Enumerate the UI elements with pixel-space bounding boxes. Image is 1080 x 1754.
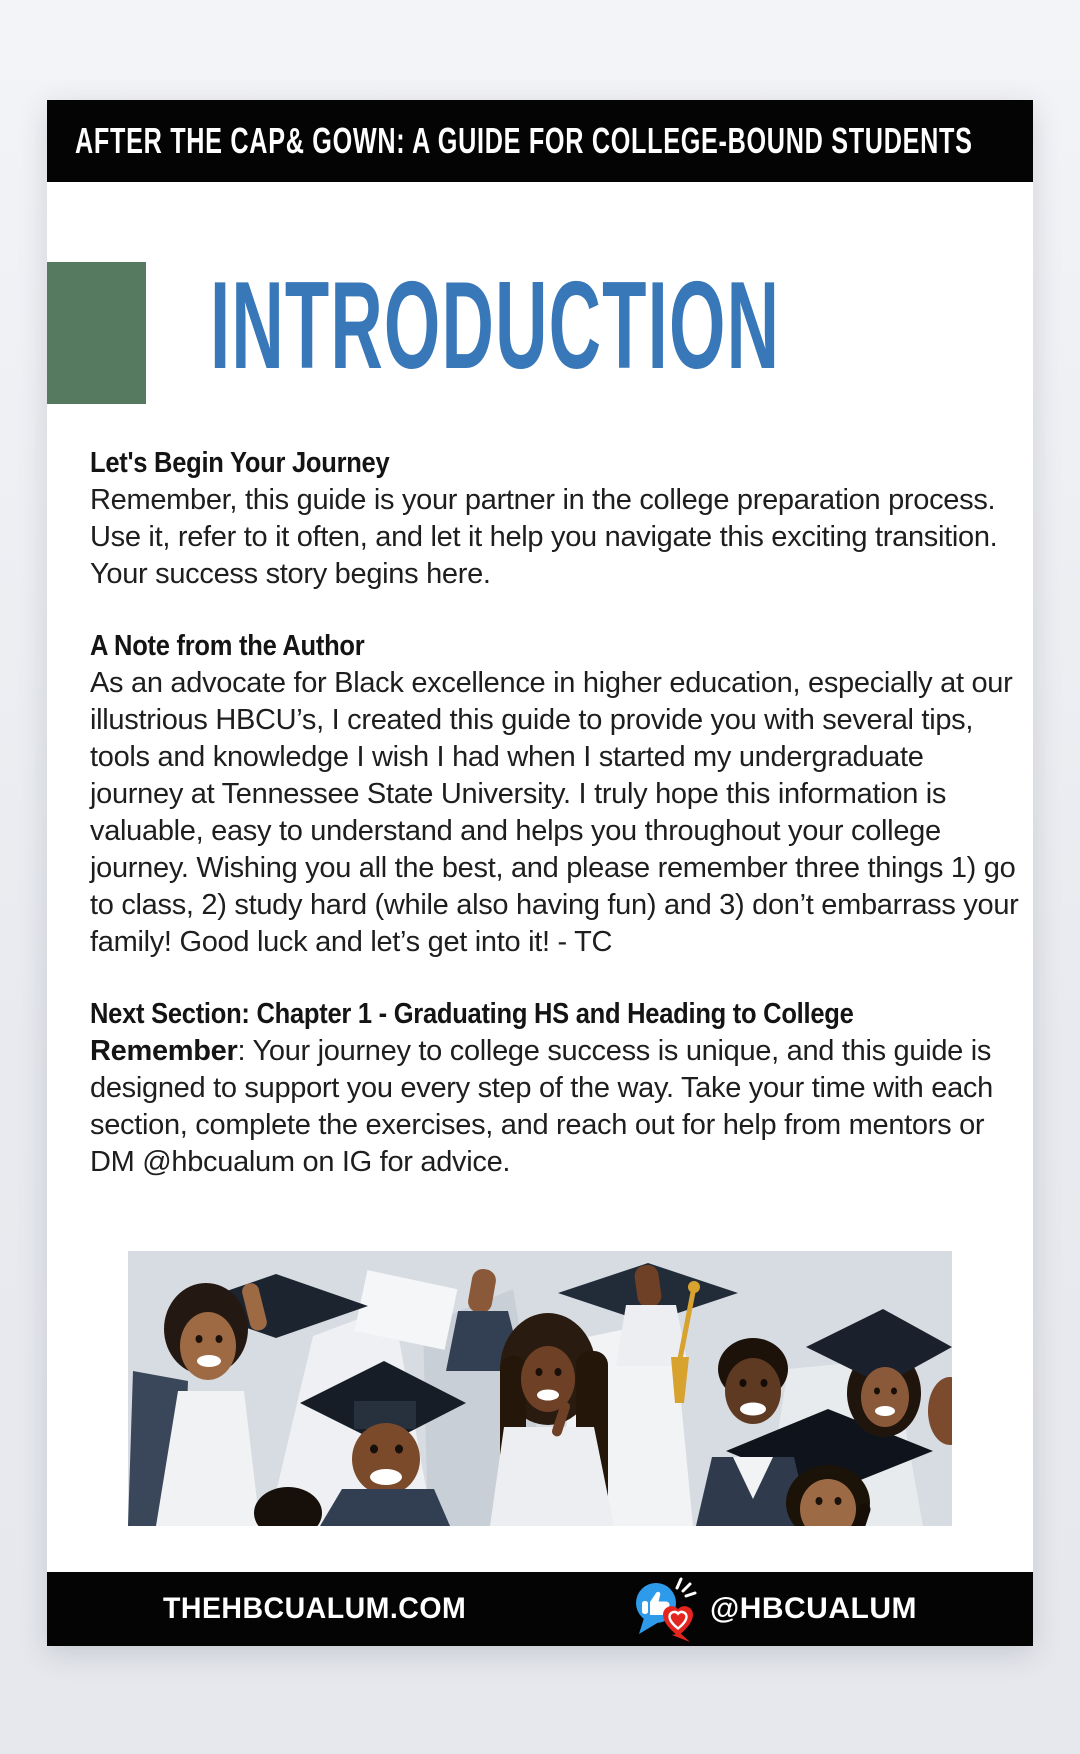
body-content [90, 445, 1020, 1181]
page-title: INTRODUCTION [210, 257, 781, 395]
section-body-next-section [90, 1033, 1020, 1181]
footer-website: THEHBCUALUM.COM [163, 1592, 467, 1625]
section-heading-author-note: A Note from the Author [90, 630, 365, 662]
footer-social-group [630, 1576, 917, 1642]
section-body-next-section-text: : Your journey to college success is unique, and this guide is designed to support you every step of the way. Take your time with each section, complete the exercises, and reach out for help from mentors or DM @hbcualum on IG for advice. [90, 1035, 993, 1178]
footer-social-handle: @HBCUALUM [709, 1592, 917, 1625]
section-heading-journey: Let's Begin Your Journey [90, 447, 390, 479]
graduates-illustration [128, 1251, 952, 1526]
green-accent-square [47, 262, 146, 404]
section-heading-next-section: Next Section: Chapter 1 - Graduating HS and Heading to College [90, 998, 854, 1030]
header-bar [47, 100, 1033, 182]
section-body-author-note: As an advocate for Black excellence in higher education, especially at our illustrious HBCU’s, I created this guide to provide you with several tips, tools and knowledge I wish I had when I started my undergraduate journey at Tennessee State University. I truly hope this information is valuable, easy to understand and helps you throughout your college journey. Wishing you all the best, and please remember three things 1) go to class, 2) study hard (while also having fun) and 3) don’t embarrass your family! Good luck and let’s get into it! - TC [90, 667, 1019, 958]
remember-lead-bold: Remember [90, 1035, 238, 1067]
header-title: AFTER THE CAP& GOWN: A GUIDE FOR COLLEGE-BOUND STUDENTS [75, 120, 973, 161]
graduates-illustration-art [128, 1251, 952, 1526]
section-body-journey: Remember, this guide is your partner in the college preparation process. Use it, refer to it often, and let it help you navigate this exciting transition. Your success story begins here. [90, 484, 998, 590]
thumbs-up-heart-social-icon [630, 1576, 700, 1642]
footer-bar [47, 1572, 1033, 1646]
document-page [47, 100, 1033, 1646]
